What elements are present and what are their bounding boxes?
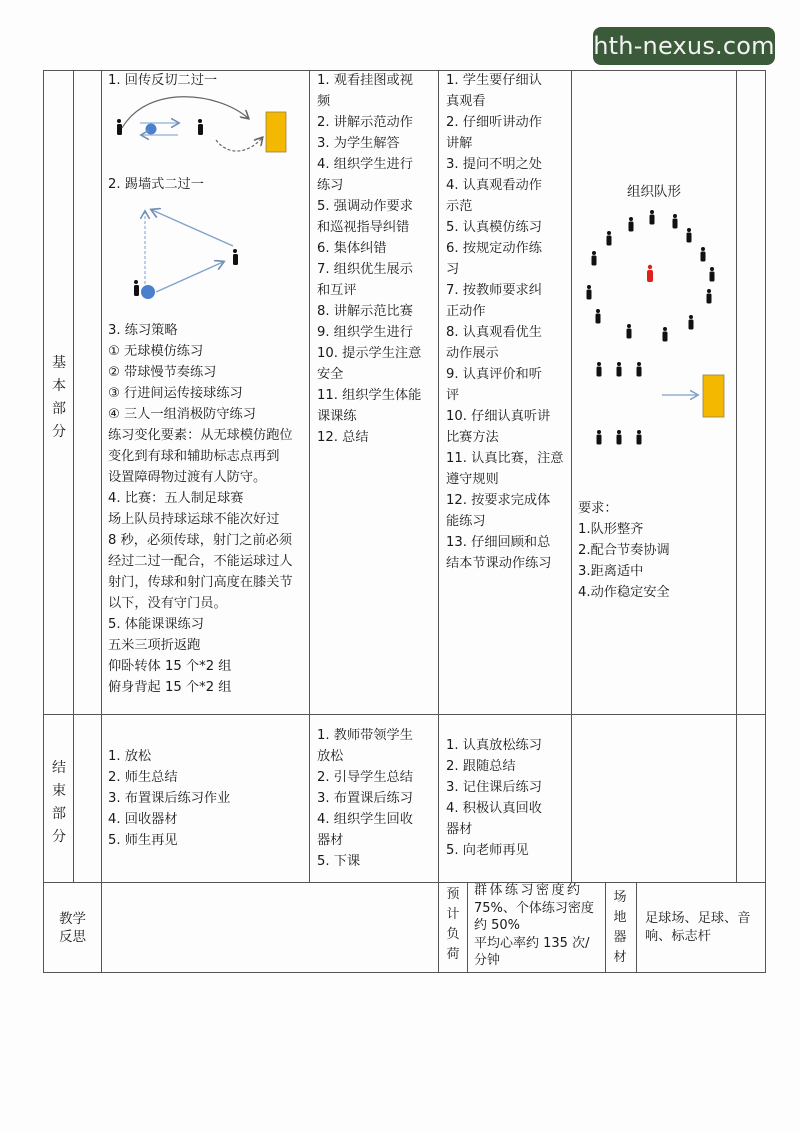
strategy-item: ① 无球模仿练习 — [108, 344, 204, 359]
fitness-title: 5. 体能课课练习 — [108, 617, 204, 632]
student-line: 真观看 — [446, 94, 486, 109]
teacher-line: 课课练 — [317, 409, 357, 424]
strategy-item: ② 带球慢节奏练习 — [108, 365, 217, 380]
student-line: 3. 提问不明之处 — [446, 157, 542, 172]
variation-line: 练习变化要素：从无球模仿跑位 — [108, 428, 293, 443]
watermark: hth-nexus.com — [593, 27, 775, 65]
teacher-line: 练习 — [317, 178, 344, 193]
strategy-item: ③ 行进间运传接球练习 — [108, 386, 243, 401]
ending-item: 5. 师生再见 — [108, 833, 178, 848]
teacher-line: 11. 组织学生体能 — [317, 388, 422, 403]
teacher-line: 4. 组织学生进行 — [317, 157, 413, 172]
section-label-basic: 基 本 部 分 — [52, 355, 66, 440]
fitness-item: 仰卧转体 15 个*2 组 — [108, 659, 232, 674]
match-title: 4. 比赛：五人制足球赛 — [108, 491, 244, 506]
student-line: 4. 积极认真回收 — [446, 801, 542, 816]
student-line: 结本节课动作练习 — [446, 556, 552, 571]
student-line: 6. 按规定动作练 — [446, 241, 542, 256]
requirement-item: 2.配合节奏协调 — [578, 543, 670, 558]
student-line: 5. 认真模仿练习 — [446, 220, 542, 235]
teacher-line: 3. 布置课后练习 — [317, 791, 413, 806]
teacher-line: 6. 集体纠错 — [317, 241, 387, 256]
drill1-diagram-icon — [108, 94, 308, 164]
student-line: 11. 认真比赛，注意 — [446, 451, 564, 466]
drill2-title: 2. 踢墙式二过一 — [108, 177, 204, 192]
student-line: 2. 跟随总结 — [446, 759, 516, 774]
teacher-line: 2. 讲解示范动作 — [317, 115, 413, 130]
student-line: 器材 — [446, 822, 473, 837]
drill2-diagram-icon — [108, 200, 258, 310]
teacher-line: 放松 — [317, 749, 344, 764]
teacher-line: 和互评 — [317, 283, 357, 298]
fitness-item: 俯身背起 15 个*2 组 — [108, 680, 232, 695]
student-line: 讲解 — [446, 136, 473, 151]
student-activities — [446, 70, 568, 574]
load-value: 群体练习密度约 75%、个体练习密度 约 50% 平均心率约 135 次/ 分钟 — [474, 883, 594, 968]
teacher-line: 安全 — [317, 367, 344, 382]
match-rule: 射门，传球和射门高度在膝关节 — [108, 575, 293, 590]
reflection-label: 教学 反思 — [59, 911, 86, 945]
match-rule: 以下，没有守门员。 — [108, 596, 227, 611]
teacher-line: 器材 — [317, 833, 344, 848]
teacher-line: 10. 提示学生注意 — [317, 346, 422, 361]
match-rule: 经过二过一配合，不能运球过人 — [108, 554, 293, 569]
ending-item: 1. 放松 — [108, 749, 152, 764]
student-line: 1. 认真放松练习 — [446, 738, 542, 753]
requirement-item: 4.动作稳定安全 — [578, 585, 670, 600]
load-label: 预 计 负 荷 — [446, 887, 460, 962]
ending-item: 4. 回收器材 — [108, 812, 178, 827]
match-rule: 场上队员持球运球不能次好过 — [108, 512, 280, 527]
teacher-line: 1. 观看挂图或视 — [317, 73, 413, 88]
drill1-title: 1. 回传反切二过一 — [108, 73, 218, 88]
reflection-field[interactable] — [102, 884, 437, 972]
ending-teacher — [317, 725, 435, 872]
ending-content — [108, 746, 308, 851]
student-line: 比赛方法 — [446, 430, 499, 445]
ending-item: 2. 师生总结 — [108, 770, 178, 785]
student-line: 9. 认真评价和听 — [446, 367, 542, 382]
teacher-line: 2. 引导学生总结 — [317, 770, 413, 785]
teacher-activities — [317, 70, 435, 448]
teacher-line: 1. 教师带领学生 — [317, 728, 413, 743]
ending-item: 3. 布置课后练习作业 — [108, 791, 231, 806]
requirement-item: 3.距离适中 — [578, 564, 644, 579]
student-line: 4. 认真观看动作 — [446, 178, 542, 193]
student-line: 7. 按教师要求纠 — [446, 283, 542, 298]
teacher-line: 7. 组织优生展示 — [317, 262, 413, 277]
equipment-label: 场 地 器 材 — [613, 890, 627, 965]
equipment-value: 足球场、足球、音 响、标志杆 — [645, 911, 751, 944]
student-line: 遵守规则 — [446, 472, 499, 487]
match-rule: 8 秒，必须传球，射门之前必须 — [108, 533, 293, 548]
ending-student — [446, 735, 568, 861]
requirements — [578, 498, 733, 603]
teacher-line: 频 — [317, 94, 331, 109]
teacher-line: 4. 组织学生回收 — [317, 812, 413, 827]
formation-title: 组织队形 — [627, 184, 681, 200]
requirement-item: 1.队形整齐 — [578, 522, 644, 537]
student-line: 2. 仔细听讲动作 — [446, 115, 542, 130]
teacher-marker-icon — [647, 265, 653, 282]
student-line: 能练习 — [446, 514, 486, 529]
student-line: 示范 — [446, 199, 473, 214]
teacher-line: 9. 组织学生进行 — [317, 325, 413, 340]
teacher-line: 5. 下课 — [317, 854, 361, 869]
strategy-title: 3. 练习策略 — [108, 323, 178, 338]
student-line: 12. 按要求完成体 — [446, 493, 551, 508]
teacher-line: 5. 强调动作要求 — [317, 199, 413, 214]
teacher-line: 8. 讲解示范比赛 — [317, 304, 413, 319]
student-line: 评 — [446, 388, 460, 403]
requirements-title: 要求： — [578, 501, 618, 516]
formation-diagram-icon — [572, 205, 736, 455]
student-line: 5. 向老师再见 — [446, 843, 529, 858]
student-line: 1. 学生要仔细认 — [446, 73, 542, 88]
basic-content — [108, 70, 308, 91]
student-line: 动作展示 — [446, 346, 499, 361]
student-line: 13. 仔细回顾和总 — [446, 535, 551, 550]
student-line: 正动作 — [446, 304, 486, 319]
section-label-ending: 结 束 部 分 — [52, 760, 66, 845]
teacher-line: 3. 为学生解答 — [317, 136, 400, 151]
fitness-item: 五米三项折返跑 — [108, 638, 201, 653]
teacher-line: 和巡视指导纠错 — [317, 220, 410, 235]
strategy-item: ④ 三人一组消极防守练习 — [108, 407, 256, 422]
student-line: 习 — [446, 262, 460, 277]
variation-line: 设置障碍物过渡有人防守。 — [108, 470, 267, 485]
student-line: 10. 仔细认真听讲 — [446, 409, 551, 424]
student-line: 3. 记住课后练习 — [446, 780, 542, 795]
variation-line: 变化到有球和辅助标志点再到 — [108, 449, 280, 464]
student-line: 8. 认真观看优生 — [446, 325, 542, 340]
teacher-line: 12. 总结 — [317, 430, 369, 445]
